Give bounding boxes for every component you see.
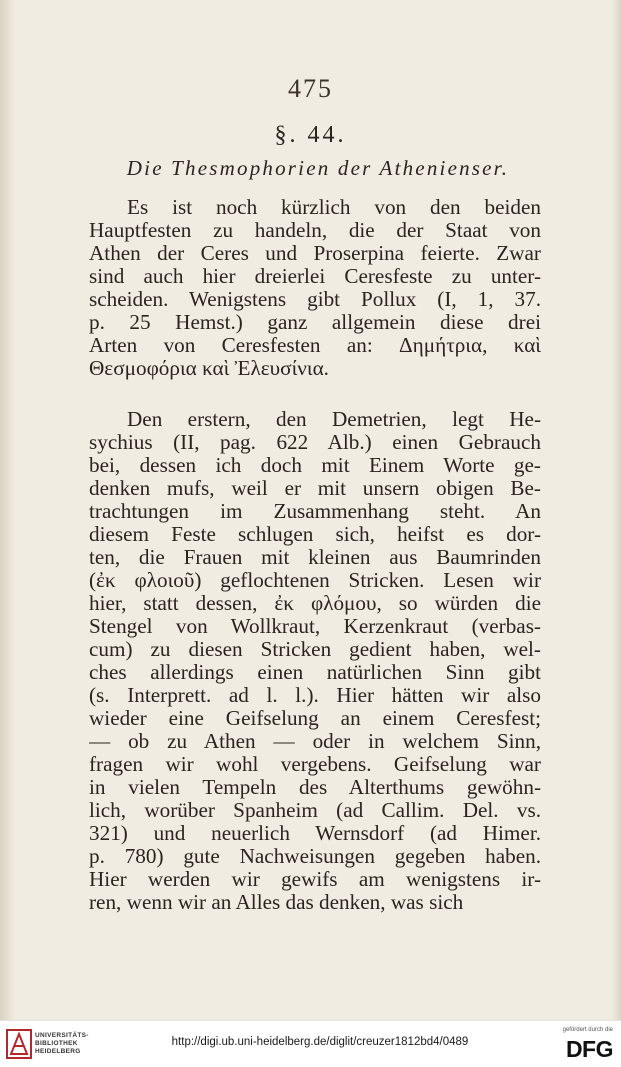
text-line: fragen wir wohl vergebens. Geifselung war [89, 753, 541, 776]
text-line: Θεσμοφόρια καὶ Ἐλευσίνια. [89, 357, 329, 380]
page-left-edge [0, 0, 14, 1020]
footer-bar [0, 1020, 621, 1067]
text-line: cum) zu diesen Stricken gedient haben, wel- [89, 638, 541, 661]
text-line: trachtungen im Zusammenhang steht. An [89, 500, 541, 523]
page-right-edge [611, 0, 621, 1020]
university-name-line: BIBLIOTHEK [35, 1040, 78, 1047]
university-name-line: UNIVERSITÄTS- [35, 1032, 89, 1039]
text-line: 321) und neuerlich Wernsdorf (ad Himer. [89, 822, 541, 845]
text-line: lich, worüber Spanheim (ad Callim. Del. vs. [89, 799, 541, 822]
university-name [35, 1032, 89, 1056]
text-line: bei, dessen ich doch mit Einem Worte ge- [89, 454, 541, 477]
text-line: Den erstern, den Demetrien, legt He- [127, 408, 541, 431]
text-line: ten, die Frauen mit kleinen aus Baumrinden [89, 546, 541, 569]
text-line: sind auch hier dreierlei Ceresfeste zu unter- [89, 265, 541, 288]
text-line: wieder eine Geifselung an einem Ceresfest; [89, 707, 541, 730]
text-line: Stengel von Wollkraut, Kerzenkraut (verbas- [89, 615, 541, 638]
university-logo-icon [6, 1029, 32, 1059]
text-line: (ἐκ φλοιοῦ) geflochtenen Stricken. Lesen wir [89, 569, 541, 592]
university-name-line: HEIDELBERG [35, 1048, 81, 1055]
text-line: diesem Feste schlugen sich, heifst es dor- [89, 523, 541, 546]
text-line: hier, statt dessen, ἐκ φλόμου, so würden die [89, 592, 541, 615]
text-line: p. 780) gute Nachweisungen gegeben haben. [89, 845, 541, 868]
paragraph-1 [89, 196, 541, 380]
dfg-logo: DFG [565, 1036, 613, 1062]
paragraph-2 [89, 408, 541, 914]
text-line: ren, wenn wir an Alles das denken, was sich [89, 891, 464, 914]
text-line: ches allerdings einen natürlichen Sinn gibt [89, 661, 541, 684]
section-title: Die Thesmophorien der Athenienser. [126, 156, 510, 180]
text-line: — ob zu Athen — oder in welchem Sinn, [89, 730, 541, 753]
text-line: Arten von Ceresfesten an: Δημήτρια, καὶ [89, 334, 541, 357]
text-line: scheiden. Wenigstens gibt Pollux (I, 1, 37. [89, 288, 541, 311]
dfg-caption: gefördert durch die [562, 1027, 613, 1033]
text-line: sychius (II, pag. 622 Alb.) einen Gebrauch [89, 431, 541, 454]
text-line: in vielen Tempeln des Alterthums gewöhn- [89, 776, 541, 799]
text-line: Athen der Ceres und Proserpina feierte. Zwar [89, 242, 541, 265]
page-number: 475 [288, 74, 333, 103]
text-line: Es ist noch kürzlich von den beiden [127, 196, 541, 219]
text-line: (s. Interprett. ad l. l.). Hier hätten wir also [89, 684, 541, 707]
text-line: Hier werden wir gewifs am wenigstens ir- [89, 868, 541, 891]
permalink-url[interactable]: http://digi.ub.uni-heidelberg.de/diglit/creuzer1812bd4/0489 [171, 1036, 469, 1048]
text-line: p. 25 Hemst.) ganz allgemein diese drei [89, 311, 541, 334]
section-heading: §. 44. [274, 122, 347, 148]
text-line: denken mufs, weil er mit unsern obigen Be- [89, 477, 541, 500]
text-line: Hauptfesten zu handeln, die der Staat von [89, 219, 541, 242]
